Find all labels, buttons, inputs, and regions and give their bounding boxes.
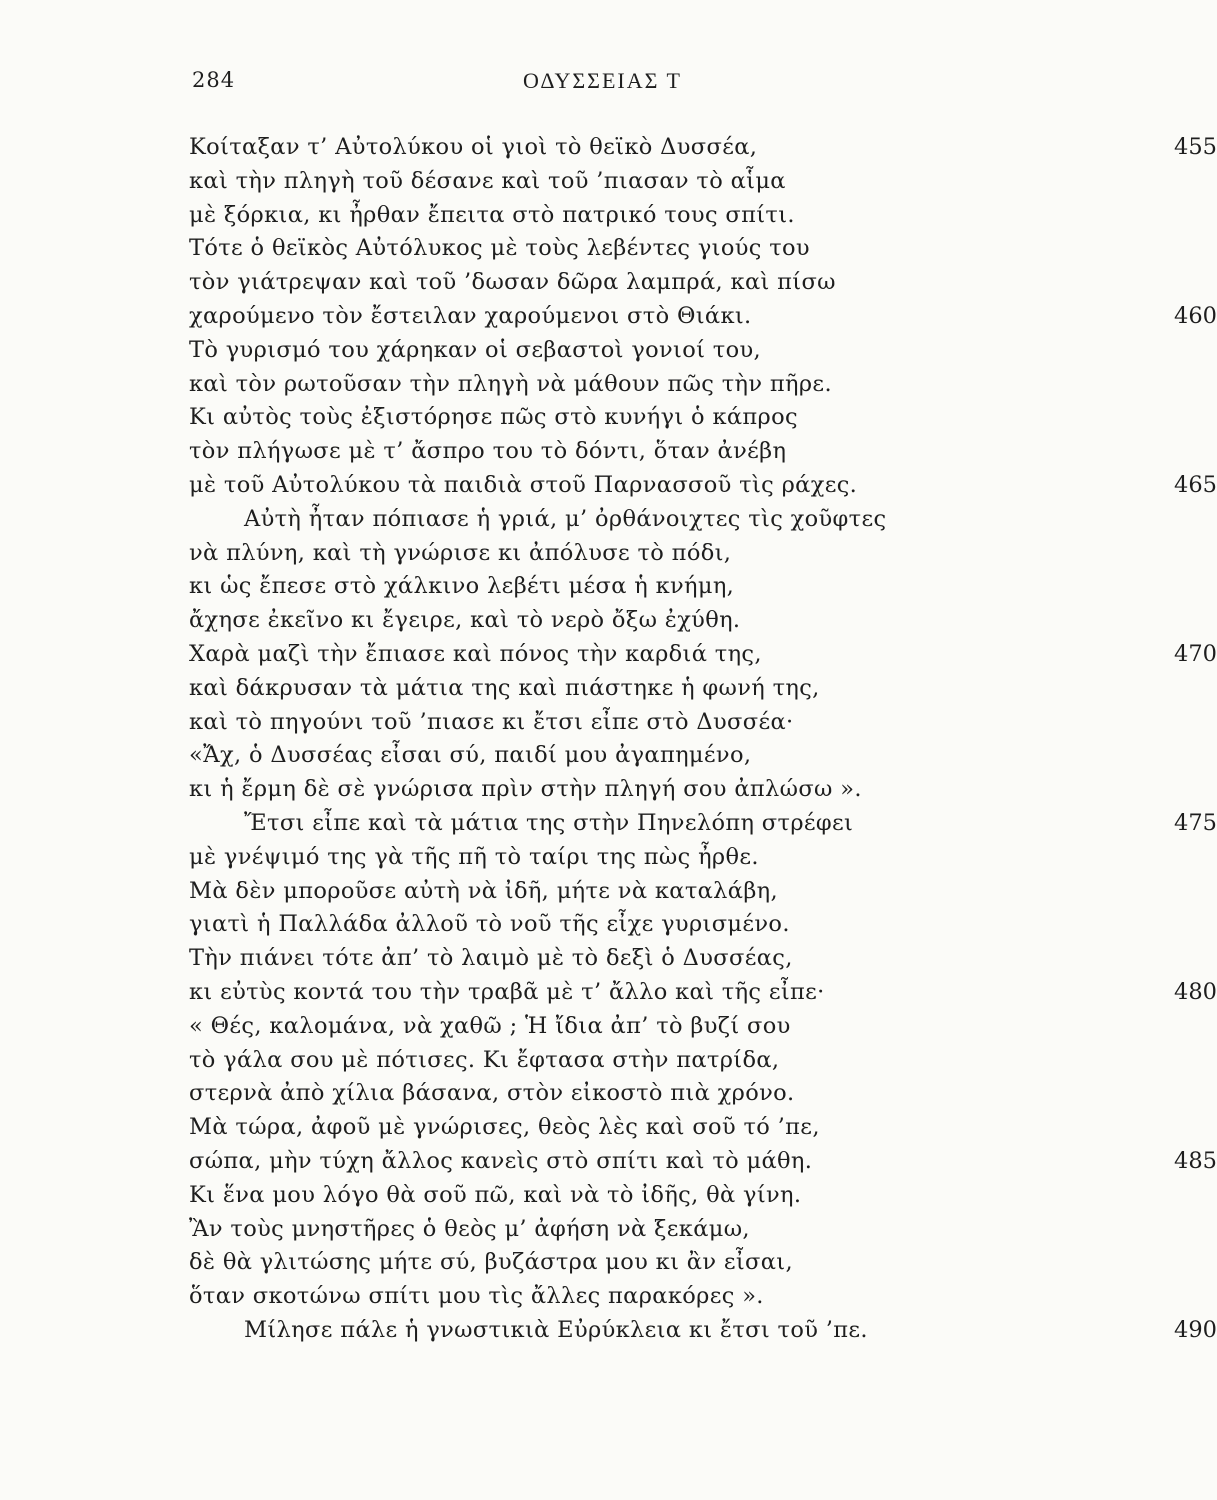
verse-text: δὲ θὰ γλιτώσης μήτε σύ, βυζάστρα μου κι ἂν εἶσαι, [189,1249,793,1276]
line-number: 485 [1174,1148,1217,1174]
verse-text: Τὴν πιάνει τότε ἀπ’ τὸ λαιμὸ μὲ τὸ δεξὶ ὁ Δυσσέας, [189,945,793,972]
verse-text: γιατὶ ἡ Παλλάδα ἀλλοῦ τὸ νοῦ τῆς εἶχε γυρισμένο. [189,911,790,938]
verse-text: νὰ πλύνη, καὶ τὴ γνώρισε κι ἀπόλυσε τὸ πόδι, [189,539,732,566]
page-number: 284 [192,68,236,92]
verse-text: Μὰ τώρα, ἀφοῦ μὲ γνώρισες, θεὸς λὲς καὶ σοῦ τό ’πε, [189,1114,820,1141]
line-number: 475 [1174,810,1217,836]
verse-text: καὶ δάκρυσαν τὰ μάτια της καὶ πιάστηκε ἡ φωνή της, [189,674,820,701]
verse-text: καὶ τὴν πληγὴ τοῦ δέσανε καὶ τοῦ ’πιασαν τὸ αἷμα [189,167,786,194]
verse-text: Τότε ὁ θεϊκὸς Αὐτόλυκος μὲ τοὺς λεβέντες γιούς του [189,235,810,262]
verse-text: μὲ γνέψιμό της γὰ τῆς πῆ τὸ ταίρι της πὼς ἦρθε. [189,843,759,870]
verse-text: τὸ γάλα σου μὲ πότισες. Κι ἔφτασα στὴν πατρίδα, [189,1046,780,1073]
verse-text: τὸν γιάτρεψαν καὶ τοῦ ’δωσαν δῶρα λαμπρά, καὶ πίσω [189,269,836,296]
verse-text: στερνὰ ἀπὸ χίλια βάσανα, στὸν εἰκοστὸ πιὰ χρόνο. [189,1080,795,1107]
verse-text: « Θές, καλομάνα, νὰ χαθῶ ; Ἡ ἴδια ἀπ’ τὸ βυζί σου [189,1012,791,1039]
verse-text: κι ἡ ἔρμη δὲ σὲ γνώρισα πρὶν στὴν πληγή σου ἀπλώσω ». [189,776,862,803]
line-number: 490 [1174,1317,1217,1343]
running-head [0,68,1163,98]
verse-text: «Ἄχ, ὁ Δυσσέας εἶσαι σύ, παιδί μου ἀγαπημένο, [189,742,752,769]
line-number: 455 [1174,134,1217,160]
verse-text: σώπα, μὴν τύχη ἄλλος κανεὶς στὸ σπίτι καὶ τὸ μάθη. [189,1148,813,1174]
verse-text: Ἔτσι εἶπε καὶ τὰ μάτια της στὴν Πηνελόπη στρέφει [244,810,854,836]
verse-text: κι εὐτὺς κοντά του τὴν τραβᾶ μὲ τ’ ἄλλο καὶ τῆς εἶπε· [189,979,825,1005]
verse-text: Κοίταξαν τ’ Αὐτολύκου οἱ γιοὶ τὸ θεϊκὸ Δυσσέα, [189,134,758,160]
verse-text: Τὸ γυρισμό του χάρηκαν οἱ σεβαστοὶ γονιοί του, [189,336,762,363]
verse-text: ὅταν σκοτώνω σπίτι μου τὶς ἄλλες παρακόρες ». [189,1283,764,1310]
verse-text: Ἂν τοὺς μνηστῆρες ὁ θεὸς μ’ ἀφήση νὰ ξεκάμω, [189,1215,750,1242]
verse-text: τὸν πλήγωσε μὲ τ’ ἄσπρο του τὸ δόντι, ὅταν ἀνέβη [189,438,787,465]
verse-text: Μίλησε πάλε ἡ γνωστικιὰ Εὐρύκλεια κι ἔτσι τοῦ ’πε. [244,1317,868,1343]
verse-text: Κι αὐτὸς τοὺς ἐξιστόρησε πῶς στὸ κυνήγι ὁ κάπρος [189,404,798,431]
verse-text: μὲ ξόρκια, κι ἦρθαν ἔπειτα στὸ πατρικό τους σπίτι. [189,201,795,228]
verse-text: Χαρὰ μαζὶ τὴν ἔπιασε καὶ πόνος τὴν καρδιά της, [189,641,762,667]
verse-line [244,1313,1217,1353]
verse-text: καὶ τὸ πηγούνι τοῦ ’πιασε κι ἔτσι εἶπε στὸ Δυσσέα· [189,708,794,735]
verse-text: Κι ἕνα μου λόγο θὰ σοῦ πῶ, καὶ νὰ τὸ ἰδῆς, θὰ γίνη. [189,1181,802,1208]
verse-text: μὲ τοῦ Αὐτολύκου τὰ παιδιὰ στοῦ Παρνασσοῦ τὶς ράχες. [189,472,858,498]
verse-text: ἄχησε ἐκεῖνο κι ἔγειρε, καὶ τὸ νερὸ ὄξω ἐχύθη. [189,607,741,634]
verse-text: καὶ τὸν ρωτοῦσαν τὴν πληγὴ νὰ μάθουν πῶς τὴν πῆρε. [189,370,832,397]
line-number: 460 [1174,303,1217,329]
line-number: 465 [1174,472,1217,498]
verse-text: Αὐτὴ ἦταν πόπιασε ἡ γριά, μ’ ὀρθάνοιχτες τὶς χοῦφτες [244,505,887,532]
book-title: ΟΔΥΣΣΕΙΑΣ Τ [523,68,682,93]
verse-text: χαρούμενο τὸν ἔστειλαν χαρούμενοι στὸ Θιάκι. [189,303,752,329]
verse-text: κι ὡς ἔπεσε στὸ χάλκινο λεβέτι μέσα ἡ κνήμη, [189,573,735,600]
line-number: 470 [1174,641,1217,667]
line-number: 480 [1174,979,1217,1005]
verse-text: Μὰ δὲν μποροῦσε αὐτὴ νὰ ἰδῆ, μήτε νὰ καταλάβη, [189,877,779,904]
